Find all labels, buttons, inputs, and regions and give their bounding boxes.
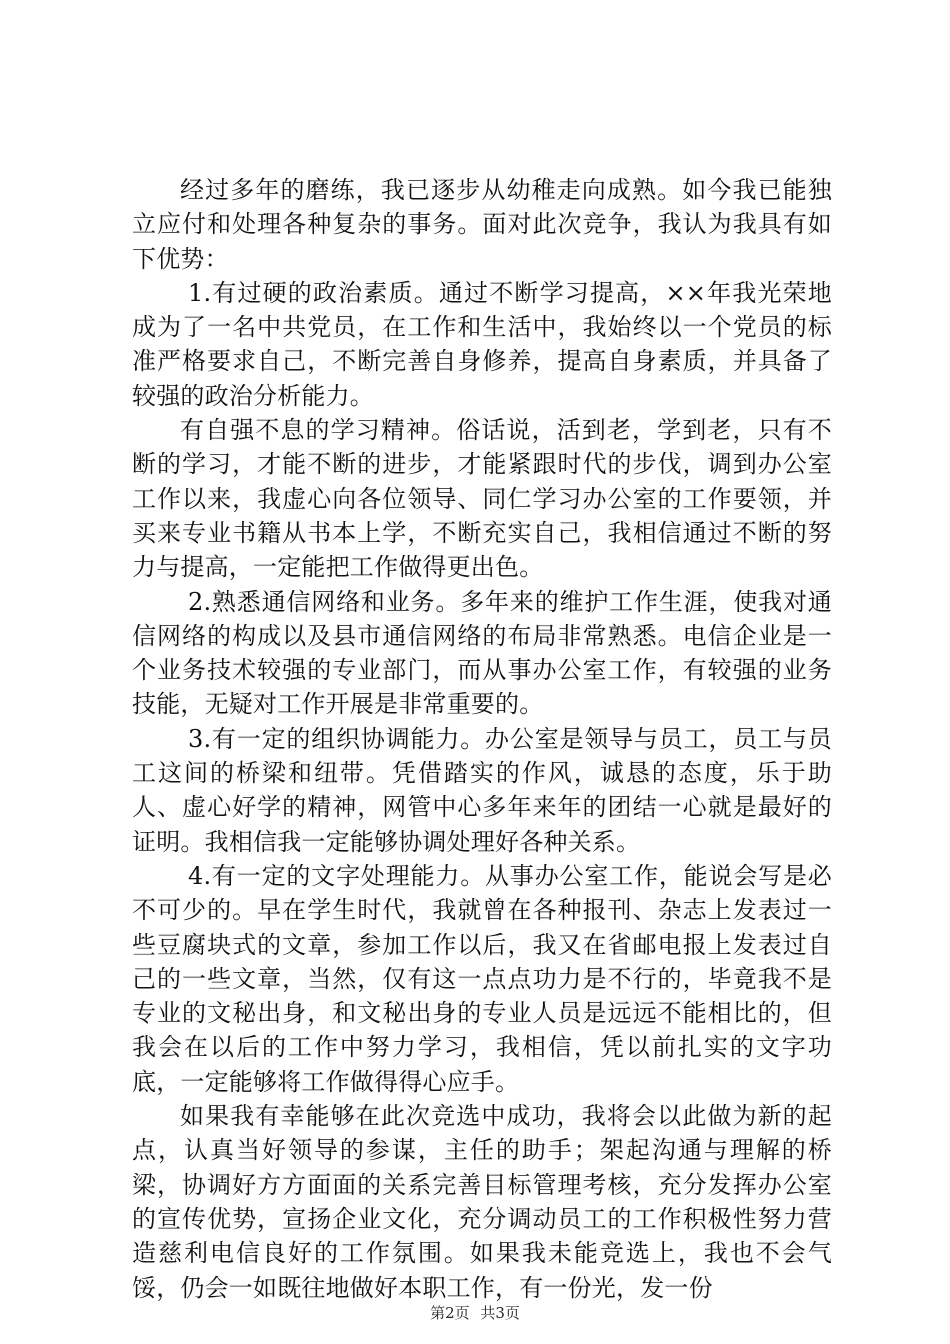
document-body (132, 173, 832, 1305)
paragraph-intro: 经过多年的磨练，我已逐步从幼稚走向成熟。如今我已能独立应付和处理各种复杂的事务。面对此次竞争，我认为我具有如下优势： (132, 176, 832, 273)
paragraph-learning-spirit: 有自强不息的学习精神。俗话说，活到老，学到老，只有不断的学习，才能不断的进步，才能紧跟时代的步伐，调到办公室工作以来，我虚心向各位领导、同仁学习办公室的工作要领，并买来专业书籍从书本上学，不断充实自己，我相信通过不断的努力与提高，一定能把工作做得更出色。 (132, 416, 832, 582)
paragraph-point-1: 1.有过硬的政治素质。通过不断学习提高，××年我光荣地成为了一名中共党员，在工作和生活中，我始终以一个党员的标准严格要求自己，不断完善自身修养，提高自身素质，并具备了较强的政治分析能力。 (132, 278, 832, 410)
page-footer (0, 1302, 950, 1323)
page-total: 共3页 (480, 1304, 520, 1322)
paragraph-point-2: 2.熟悉通信网络和业务。多年来的维护工作生涯，使我对通信网络的构成以及县市通信网络的布局非常熟悉。电信企业是一个业务技术较强的专业部门，而从事办公室工作，有较强的业务技能，无疑对工作开展是非常重要的。 (132, 587, 832, 719)
paragraph-point-4: 4.有一定的文字处理能力。从事办公室工作，能说会写是必不可少的。早在学生时代，我就曾在各种报刊、杂志上发表过一些豆腐块式的文章，参加工作以后，我又在省邮电报上发表过自己的一些文章，当然，仅有这一点点功力是不行的，毕竟我不是专业的文秘出身，和文秘出身的专业人员是远远不能相比的，但我会在以后的工作中努力学习，我相信，凭以前扎实的文字功底，一定能够将工作做得得心应手。 (132, 861, 832, 1096)
paragraph-conclusion: 如果我有幸能够在此次竞选中成功，我将会以此做为新的起点，认真当好领导的参谋，主任的助手；架起沟通与理解的桥梁，协调好方方面面的关系完善目标管理考核，充分发挥办公室的宣传优势，宣扬企业文化，充分调动员工的工作积极性努力营造慈利电信良好的工作氛围。如果我未能竞选上，我也不会气馁，仍会一如既往地做好本职工作，有一份光，发一份 (132, 1102, 832, 1302)
paragraph-point-3: 3.有一定的组织协调能力。办公室是领导与员工，员工与员工这间的桥梁和纽带。凭借踏实的作风，诚恳的态度，乐于助人、虚心好学的精神，网管中心多年来年的团结一心就是最好的证明。我相信我一定能够协调处理好各种关系。 (132, 724, 832, 856)
page-number: 第2页 (430, 1304, 470, 1322)
